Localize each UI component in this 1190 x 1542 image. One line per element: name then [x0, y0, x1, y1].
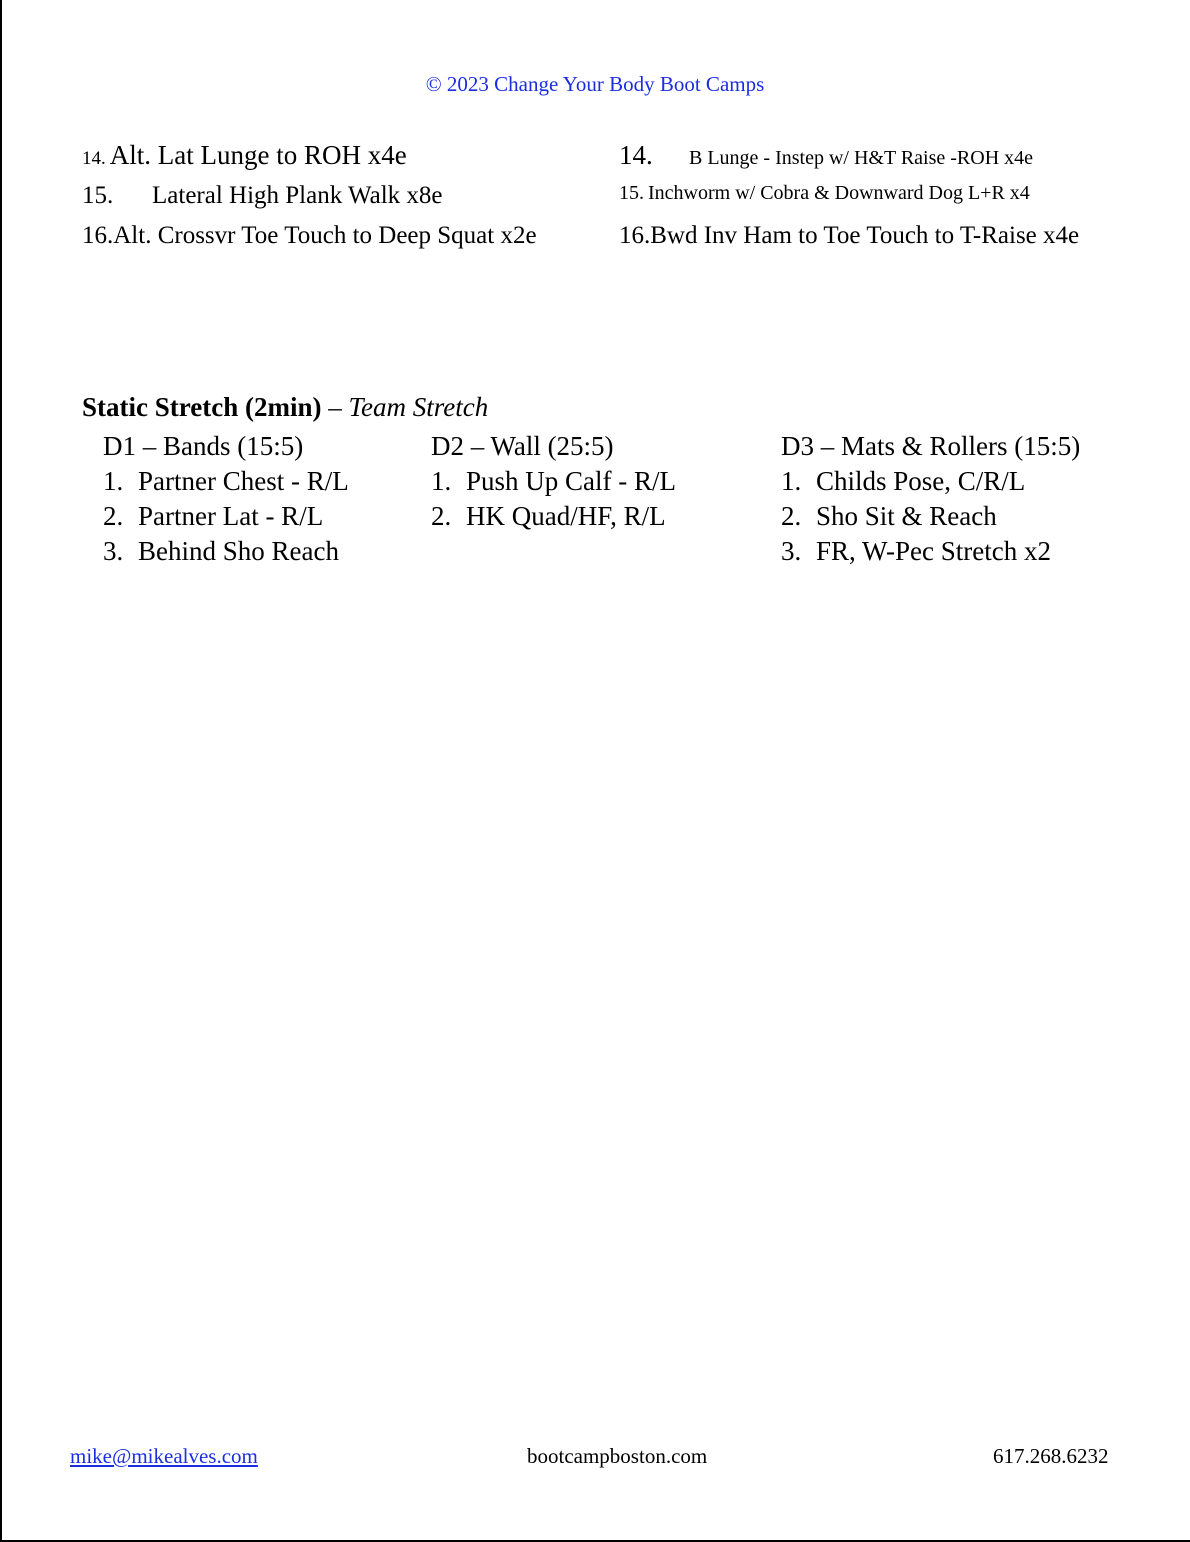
d2-item-2: [431, 501, 666, 532]
d2-item-1: [431, 466, 676, 497]
item-number: 14.: [82, 148, 106, 169]
item-number: 2.: [103, 501, 124, 531]
d1-item-3: [103, 536, 339, 567]
section-title: Static Stretch (2min): [82, 392, 322, 422]
right-item-14: [619, 140, 1033, 171]
item-text: Alt. Lat Lunge to ROH x4e: [109, 140, 407, 170]
item-text: Push Up Calf - R/L: [466, 466, 677, 496]
item-text: Inchworm w/ Cobra & Downward Dog L+R x4: [648, 182, 1030, 204]
d3-heading: D3 – Mats & Rollers (15:5): [781, 431, 1081, 461]
footer-email-link[interactable]: mike@mikealves.com: [70, 1444, 258, 1468]
title-dash: –: [321, 392, 349, 422]
item-text: HK Quad/HF, R/L: [466, 501, 666, 531]
item-number: 2.: [431, 501, 452, 531]
item-number: 16.: [82, 222, 114, 249]
item-text: Behind Sho Reach: [138, 536, 339, 566]
left-item-15: [82, 182, 443, 210]
item-number: 2.: [781, 501, 802, 531]
d1-item-2: [103, 501, 323, 532]
footer-website: bootcampboston.com: [527, 1444, 708, 1468]
item-text: Childs Pose, C/R/L: [816, 466, 1026, 496]
right-item-16: [619, 222, 1079, 250]
item-number: 1.: [781, 466, 802, 496]
item-number: 16.: [619, 222, 651, 249]
item-text: Sho Sit & Reach: [816, 501, 997, 531]
footer-phone: 617.268.6232: [993, 1444, 1109, 1468]
item-number: 14.: [619, 140, 653, 170]
item-number: 15.: [619, 182, 644, 204]
right-item-15: [619, 182, 1030, 205]
d2-heading: D2 – Wall (25:5): [431, 431, 614, 461]
d3-item-2: [781, 501, 997, 532]
item-text: B Lunge - Instep w/ H&T Raise -ROH x4e: [689, 147, 1034, 169]
item-text: Bwd Inv Ham to Toe Touch to T-Raise x4e: [650, 222, 1080, 249]
left-item-14: [82, 140, 407, 171]
item-number: 3.: [781, 536, 802, 566]
section-subtitle: Team Stretch: [348, 392, 489, 422]
d1-heading: D1 – Bands (15:5): [103, 431, 304, 461]
item-text: Partner Chest - R/L: [138, 466, 349, 496]
static-stretch-heading: [82, 392, 488, 423]
d3-item-1: [781, 466, 1025, 497]
item-number: 1.: [103, 466, 124, 496]
d1-item-1: [103, 466, 349, 497]
item-text: Alt. Crossvr Toe Touch to Deep Squat x2e: [113, 222, 537, 249]
copyright-header: © 2023 Change Your Body Boot Camps: [425, 72, 765, 96]
item-number: 3.: [103, 536, 124, 566]
item-number: 15.: [82, 182, 114, 209]
d3-item-3: [781, 536, 1051, 567]
item-number: 1.: [431, 466, 452, 496]
left-item-16: [82, 222, 537, 250]
item-text: Lateral High Plank Walk x8e: [152, 182, 443, 209]
item-text: FR, W-Pec Stretch x2: [816, 536, 1051, 566]
item-text: Partner Lat - R/L: [138, 501, 324, 531]
